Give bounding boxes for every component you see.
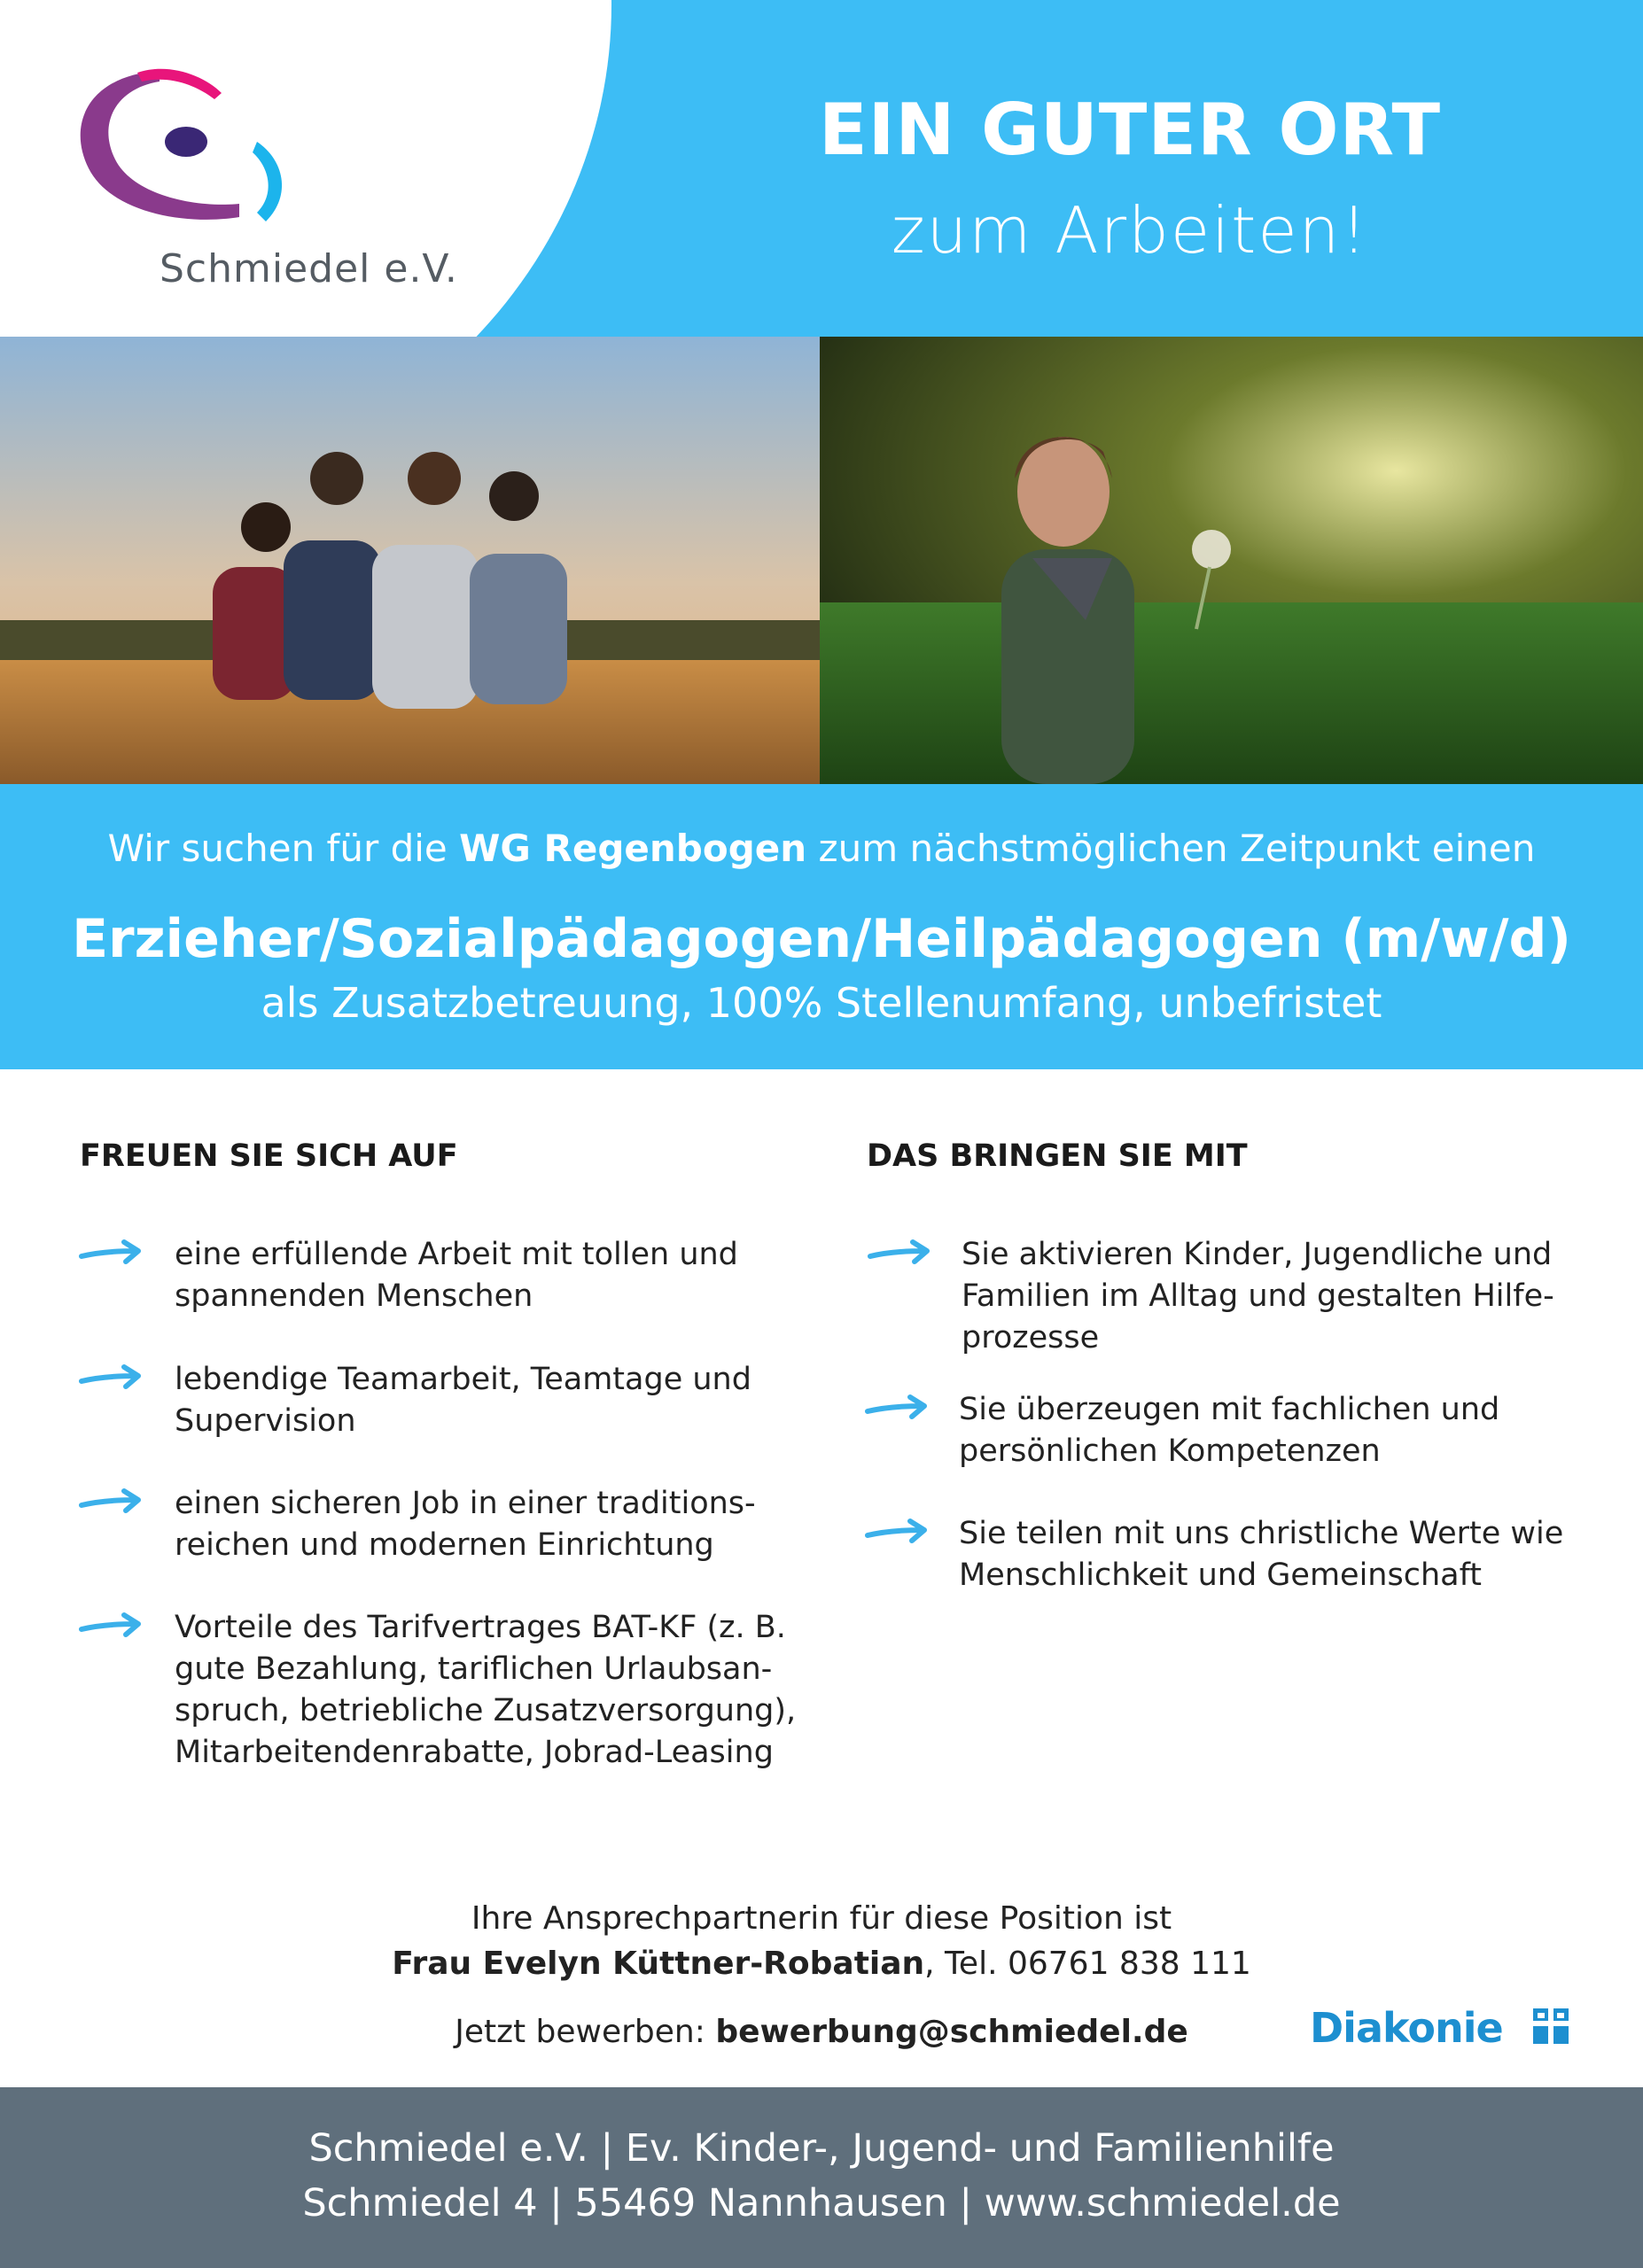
item-line: Vorteile des Tarifvertrages BAT-KF (z. B. — [175, 1610, 786, 1645]
footer-line-1: Schmiedel e.V. | Ev. Kinder-, Jugend- und Familienhilfe — [308, 2126, 1335, 2171]
left-column-heading: FREUEN SIE SICH AUF — [80, 1138, 458, 1174]
diakonie-logo — [1310, 2004, 1576, 2052]
left-item-1 — [175, 1234, 738, 1317]
item-line: eine erfüllende Arbeit mit tollen und — [175, 1237, 738, 1272]
arrow-icon — [864, 1392, 931, 1423]
item-line: lebendige Teamarbeit, Teamtage und — [175, 1362, 751, 1397]
contact-line: Ihre Ansprechpartnerin für diese Position ist — [471, 1900, 1172, 1937]
arrow-icon — [867, 1237, 933, 1268]
job-title: Erzieher/Sozialpädagogen/Heilpädagogen (m/w/d) — [72, 908, 1571, 970]
item-line: spruch, betriebliche Zusatzversorgung), — [175, 1693, 797, 1728]
contact-person-line — [0, 1946, 1643, 1982]
apply-label: Jetzt bewerben: — [455, 2014, 716, 2050]
apply-email-link[interactable]: bewerbung@schmiedel.de — [715, 2014, 1188, 2050]
item-line: prozesse — [962, 1320, 1100, 1355]
item-line: Mitarbeitendenrabatte, Jobrad-Leasing — [175, 1735, 774, 1770]
girl-dandelion-photo — [820, 337, 1643, 784]
headline-sub: zum Arbeiten! — [891, 193, 1369, 268]
banner-intro-before: Wir suchen für die — [107, 827, 460, 870]
headline-main: EIN GUTER ORT — [818, 89, 1442, 171]
diakonie-wordmark: Diakonie — [1310, 2004, 1503, 2052]
item-line: Familien im Alltag und gestalten Hilfe- — [962, 1278, 1554, 1314]
item-line: Sie teilen mit uns christliche Werte wie — [959, 1516, 1564, 1551]
diakonie-cross-icon — [1533, 2008, 1569, 2044]
job-banner — [0, 784, 1643, 1069]
job-subtitle: als Zusatzbetreuung, 100% Stellenumfang, unbefristet — [261, 979, 1382, 1027]
left-item-2 — [175, 1359, 751, 1442]
arrow-icon — [78, 1610, 144, 1641]
left-item-4 — [175, 1607, 796, 1774]
footer-line-2: Schmiedel 4 | 55469 Nannhausen | www.schmiedel.de — [302, 2181, 1341, 2225]
item-line: einen sicheren Job in einer traditions- — [175, 1486, 756, 1521]
item-line: Menschlichkeit und Gemeinschaft — [959, 1557, 1483, 1593]
left-item-3 — [175, 1483, 756, 1566]
banner-intro — [0, 827, 1643, 870]
arrow-icon — [78, 1362, 144, 1393]
item-line: reichen und modernen Einrichtung — [175, 1527, 714, 1563]
contact-person: Frau Evelyn Küttner-Robatian — [392, 1946, 925, 1982]
item-line: gute Bezahlung, tariflichen Urlaubsan- — [175, 1651, 773, 1687]
item-line: spannenden Menschen — [175, 1278, 533, 1314]
banner-intro-after: zum nächstmöglichen Zeitpunkt einen — [806, 827, 1536, 870]
right-item-1 — [962, 1234, 1554, 1359]
item-line: Supervision — [175, 1403, 356, 1439]
item-line: Sie überzeugen mit fachlichen und — [959, 1392, 1500, 1427]
right-item-2 — [959, 1389, 1499, 1472]
item-line: persönlichen Kompetenzen — [959, 1433, 1381, 1469]
footer — [0, 2087, 1643, 2268]
logo-name: Schmiedel e.V. — [160, 246, 458, 291]
right-item-3 — [959, 1513, 1563, 1596]
arrow-icon — [864, 1516, 931, 1547]
item-line: Sie aktivieren Kinder, Jugendliche und — [962, 1237, 1553, 1272]
right-column-heading: DAS BRINGEN SIE MIT — [867, 1138, 1248, 1174]
banner-intro-bold: WG Regenbogen — [459, 827, 807, 870]
header-banner — [0, 0, 1643, 337]
arrow-icon — [78, 1237, 144, 1268]
family-photo — [0, 337, 820, 784]
contact-phone: , Tel. 06761 838 111 — [924, 1946, 1251, 1982]
arrow-icon — [78, 1486, 144, 1517]
